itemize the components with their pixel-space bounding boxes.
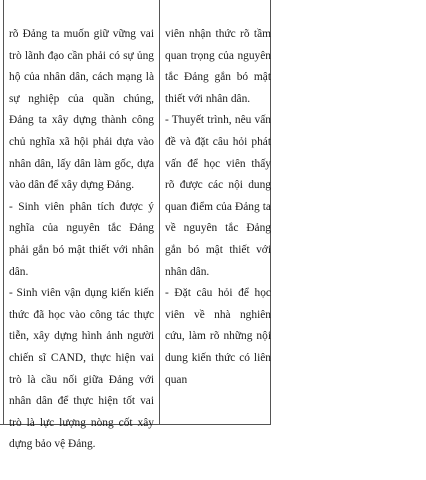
cell-paragraph: - Đặt câu hỏi để học viên về nhà nghiên cứu, làm rõ những nội dung kiến thức có liên quan [165, 287, 271, 386]
cell-paragraph: - Thuyết trình, nêu vấn đề và đặt câu hỏi phát vấn để học viên thấy rõ được các nội dung quan điểm của Đảng ta về nguyên tắc Đảng gắn bó mật thiết với nhân dân. [165, 114, 271, 278]
table-cell-right [165, 24, 271, 391]
cell-paragraph: viên nhận thức rõ tầm quan trọng của nguyên tắc Đảng gắn bó mật thiết với nhân dân. [165, 28, 271, 105]
table-border-middle [159, 0, 160, 424]
table-border-left [3, 0, 4, 424]
cell-paragraph: rõ Đảng ta muốn giữ vững vai trò lãnh đạo cần phải có sự ủng hộ của nhân dân, cách mạng là sự nghiệp của quần chúng, Đảng ta xây dựng thành công chủ nghĩa xã hội phải dựa vào nhân dân, lấy dân làm gốc, dựa vào dân để xây dựng Đảng. [9, 28, 154, 192]
cell-paragraph: - Sinh viên phân tích được ý nghĩa của nguyên tắc Đảng phải gắn bó mật thiết với nhân dân. [9, 200, 154, 278]
cell-paragraph: - Sinh viên vận dụng kiến kiến thức đã học vào công tác thực tiễn, xây dựng hình ảnh người chiến sĩ CAND, thực hiện vai trò là cầu nối giữa Đảng với nhân dân để thực hiện tốt vai trò là lực lượng nòng cốt xây dựng bảo vệ Đảng. [9, 287, 154, 451]
table-cell-middle [9, 24, 154, 456]
